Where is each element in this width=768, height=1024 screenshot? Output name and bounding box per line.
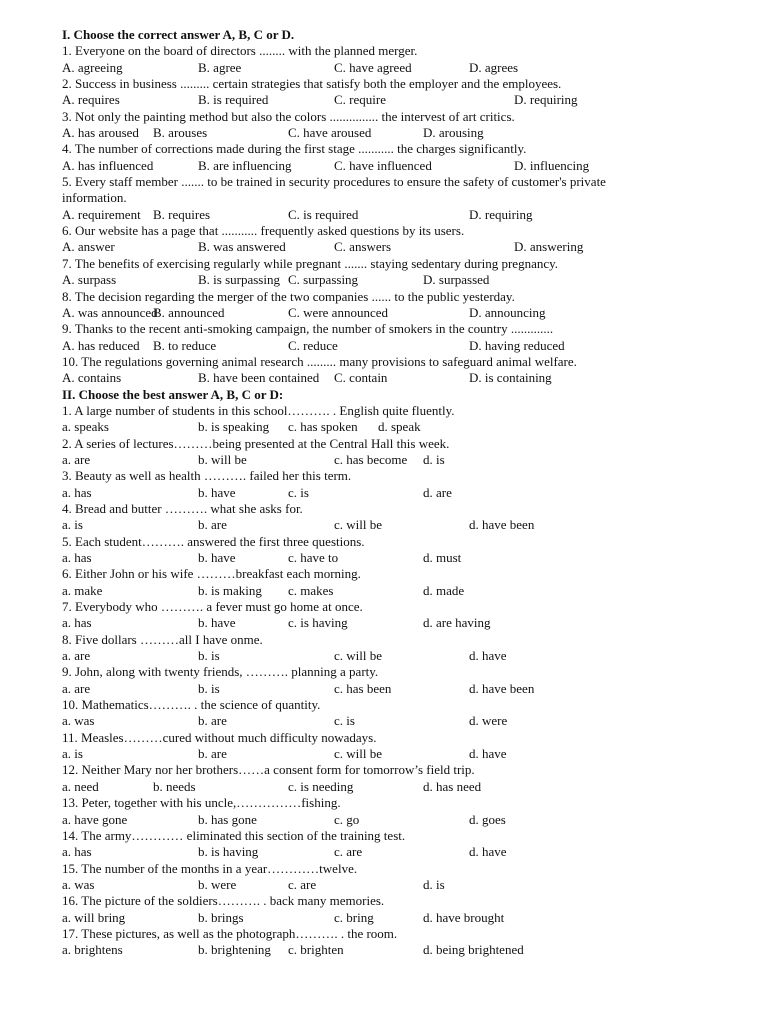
answer-options-row bbox=[62, 713, 752, 729]
option-c: c. is having bbox=[288, 615, 348, 631]
question-text: 13. Peter, together with his uncle,……………fishing. bbox=[62, 795, 341, 811]
option-c: c. has been bbox=[334, 680, 392, 696]
option-b: B. is required bbox=[198, 92, 269, 108]
option-a: a. will bring bbox=[62, 909, 126, 925]
question-text: 6. Either John or his wife ………breakfast each morning. bbox=[62, 566, 361, 582]
option-d: d. being brightened bbox=[423, 942, 524, 958]
option-c: c. bring bbox=[334, 909, 374, 925]
question-text: 17. These pictures, as well as the photograph………. . the room. bbox=[62, 925, 398, 941]
option-c: c. are bbox=[288, 876, 317, 892]
option-d: d. have bbox=[469, 746, 507, 762]
option-d: d. were bbox=[469, 713, 508, 729]
option-a: a. brightens bbox=[62, 942, 123, 958]
option-c: C. have aroused bbox=[288, 125, 372, 141]
option-d: d. goes bbox=[469, 811, 506, 827]
option-b: b. brings bbox=[198, 909, 244, 925]
option-c: C. have influenced bbox=[334, 157, 432, 173]
question-text: 10. Mathematics………. . the science of quantity. bbox=[62, 697, 321, 713]
option-b: B. was answered bbox=[198, 239, 286, 255]
question-text: 8. Five dollars ………all I have onme. bbox=[62, 631, 263, 647]
option-c: C. require bbox=[334, 92, 386, 108]
option-b: B. agree bbox=[198, 59, 242, 75]
option-d: D. requiring bbox=[514, 92, 578, 108]
option-b: B. is surpassing bbox=[198, 272, 280, 288]
option-d: d. must bbox=[423, 550, 462, 565]
option-a: A. agreeing bbox=[62, 59, 123, 75]
option-d: d. is bbox=[423, 876, 445, 892]
answer-options-row bbox=[62, 305, 752, 321]
option-d: d. are bbox=[423, 484, 452, 500]
option-b: b. is bbox=[198, 648, 220, 664]
answer-options-row bbox=[62, 60, 752, 76]
option-b: B. announced bbox=[153, 304, 225, 320]
question-text: 2. Success in business ......... certain strategies that satisfy both the employer and the employees. bbox=[62, 76, 562, 92]
option-c: c. will be bbox=[334, 648, 383, 664]
answer-options-row bbox=[62, 746, 752, 762]
option-d: D. influencing bbox=[514, 157, 590, 173]
option-d: D. surpassed bbox=[423, 272, 490, 288]
option-b: b. will be bbox=[198, 451, 247, 467]
option-c: c. are bbox=[334, 844, 363, 860]
answer-options-row bbox=[62, 615, 752, 631]
option-c: c. brighten bbox=[288, 942, 344, 958]
option-a: A. has reduced bbox=[62, 337, 140, 353]
answer-options-row bbox=[62, 452, 752, 468]
option-a: a. has bbox=[62, 484, 92, 500]
option-a: a. are bbox=[62, 680, 91, 696]
answer-options-row bbox=[62, 877, 752, 893]
option-b: B. to reduce bbox=[153, 337, 217, 353]
option-b: b. have bbox=[198, 615, 236, 631]
option-c: C. answers bbox=[334, 239, 392, 255]
option-a: A. answer bbox=[62, 239, 115, 255]
option-d: d. are having bbox=[423, 615, 491, 631]
option-d: d. have bbox=[469, 844, 507, 860]
option-a: a. is bbox=[62, 517, 83, 533]
question-text: 9. Thanks to the recent anti-smoking campaign, the number of smokers in the country ............. bbox=[62, 321, 554, 337]
option-d: d. speak bbox=[378, 419, 421, 435]
answer-options-row bbox=[62, 485, 752, 501]
question-text: 2. A series of lectures………being presented at the Central Hall this week. bbox=[62, 435, 450, 451]
option-b: b. is bbox=[198, 680, 220, 696]
option-c: C. were announced bbox=[288, 304, 388, 320]
question-text: 8. The decision regarding the merger of the two companies ...... to the public yesterday. bbox=[62, 288, 515, 304]
question-text: 1. A large number of students in this school………. . English quite fluently. bbox=[62, 402, 455, 418]
option-b: b. are bbox=[198, 517, 227, 533]
answer-options-row bbox=[62, 125, 752, 141]
option-c: C. reduce bbox=[288, 337, 338, 353]
question-text: 5. Each student………. answered the first three questions. bbox=[62, 533, 365, 549]
option-b: b. have bbox=[198, 550, 236, 565]
option-c: c. is bbox=[288, 484, 309, 500]
option-c: c. makes bbox=[288, 582, 334, 598]
option-a: a. speaks bbox=[62, 419, 109, 435]
option-c: c. go bbox=[334, 811, 360, 827]
option-b: b. needs bbox=[153, 778, 196, 794]
question-text: 4. Bread and butter ………. what she asks for. bbox=[62, 500, 303, 516]
option-b: b. have bbox=[198, 484, 236, 500]
question-text: 15. The number of the months in a year…………twelve. bbox=[62, 860, 358, 876]
option-c: c. will be bbox=[334, 517, 383, 533]
question-text: information. bbox=[62, 190, 127, 206]
option-a: a. was bbox=[62, 876, 95, 892]
answer-options-row bbox=[62, 550, 752, 566]
question-text: 3. Not only the painting method but also the colors ............... the intervest of art critics. bbox=[62, 108, 515, 124]
option-d: d. have been bbox=[469, 680, 535, 696]
answer-options-row bbox=[62, 583, 752, 599]
option-a: A. requires bbox=[62, 92, 120, 108]
answer-options-row bbox=[62, 517, 752, 533]
option-a: a. need bbox=[62, 778, 99, 794]
question-text: 4. The number of corrections made during the first stage ........... the charges significantly. bbox=[62, 141, 527, 157]
option-a: A. requirement bbox=[62, 206, 141, 222]
option-b: b. are bbox=[198, 713, 227, 729]
option-b: b. has gone bbox=[198, 811, 257, 827]
option-a: a. was bbox=[62, 713, 95, 729]
worksheet bbox=[62, 27, 752, 959]
answer-options-row bbox=[62, 370, 752, 386]
option-a: A. contains bbox=[62, 370, 122, 386]
question-text: 12. Neither Mary nor her brothers……a consent form for tomorrow’s field trip. bbox=[62, 762, 475, 778]
option-d: D. requiring bbox=[469, 206, 533, 222]
option-d: d. have bbox=[469, 648, 507, 664]
option-d: D. arousing bbox=[423, 125, 484, 141]
option-a: A. has influenced bbox=[62, 157, 154, 173]
option-c: C. is required bbox=[288, 206, 359, 222]
option-b: b. are bbox=[198, 746, 227, 762]
answer-options-row bbox=[62, 207, 752, 223]
answer-options-row bbox=[62, 942, 752, 958]
option-a: a. make bbox=[62, 582, 103, 598]
option-a: A. was announced bbox=[62, 304, 158, 320]
option-c: c. have to bbox=[288, 550, 339, 565]
option-b: b. were bbox=[198, 876, 237, 892]
question-text: 14. The army………… eliminated this section of the training test. bbox=[62, 827, 406, 843]
option-b: B. have been contained bbox=[198, 370, 320, 386]
question-text: 3. Beauty as well as health ………. failed her this term. bbox=[62, 468, 352, 484]
option-c: c. is bbox=[334, 713, 355, 729]
answer-options-row bbox=[62, 239, 752, 255]
answer-options-row bbox=[62, 158, 752, 174]
option-c: c. will be bbox=[334, 746, 383, 762]
answer-options-row bbox=[62, 338, 752, 354]
section2-heading: II. Choose the best answer A, B, C or D: bbox=[62, 386, 284, 402]
answer-options-row bbox=[62, 272, 752, 288]
option-b: b. is speaking bbox=[198, 419, 270, 435]
option-b: B. arouses bbox=[153, 125, 208, 141]
option-b: B. are influencing bbox=[198, 157, 292, 173]
option-d: d. have been bbox=[469, 517, 535, 533]
option-a: a. has bbox=[62, 615, 92, 631]
question-text: 1. Everyone on the board of directors ........ with the planned merger. bbox=[62, 43, 418, 59]
answer-options-row bbox=[62, 779, 752, 795]
answer-options-row bbox=[62, 844, 752, 860]
option-a: a. are bbox=[62, 648, 91, 664]
answer-options-row bbox=[62, 92, 752, 108]
option-a: a. are bbox=[62, 451, 91, 467]
option-d: D. announcing bbox=[469, 304, 546, 320]
option-a: a. has bbox=[62, 550, 92, 565]
question-text: 16. The picture of the soldiers………. . back many memories. bbox=[62, 893, 385, 909]
answer-options-row bbox=[62, 681, 752, 697]
question-text: 7. The benefits of exercising regularly while pregnant ....... staying sedentary during pregnancy. bbox=[62, 255, 559, 271]
answer-options-row bbox=[62, 812, 752, 828]
option-d: d. made bbox=[423, 582, 465, 598]
option-a: a. have gone bbox=[62, 811, 128, 827]
option-d: d. has need bbox=[423, 778, 482, 794]
option-d: D. is containing bbox=[469, 370, 552, 386]
option-c: C. have agreed bbox=[334, 59, 412, 75]
option-c: c. is needing bbox=[288, 778, 354, 794]
option-c: c. has spoken bbox=[288, 419, 358, 435]
option-b: b. brightening bbox=[198, 942, 271, 958]
option-b: B. requires bbox=[153, 206, 211, 222]
section1-heading: I. Choose the correct answer A, B, C or D. bbox=[62, 27, 295, 42]
option-d: D. agrees bbox=[469, 59, 519, 75]
option-a: A. surpass bbox=[62, 272, 117, 288]
question-text: 5. Every staff member ....... to be trained in security procedures to ensure the safety of customer's private bbox=[62, 174, 606, 190]
option-d: D. having reduced bbox=[469, 337, 565, 353]
option-c: C. surpassing bbox=[288, 272, 359, 288]
option-a: A. has aroused bbox=[62, 125, 139, 141]
question-text: 11. Measles………cured without much difficulty nowadays. bbox=[62, 729, 377, 745]
option-d: D. answering bbox=[514, 239, 584, 255]
question-text: 6. Our website has a page that ........... frequently asked questions by its users. bbox=[62, 223, 465, 239]
option-a: a. has bbox=[62, 844, 92, 860]
question-text: 9. John, along with twenty friends, ………. planning a party. bbox=[62, 664, 379, 680]
option-c: c. has become bbox=[334, 451, 408, 467]
answer-options-row bbox=[62, 910, 752, 926]
question-text: 7. Everybody who ………. a fever must go home at once. bbox=[62, 599, 363, 615]
option-c: C. contain bbox=[334, 370, 388, 386]
option-b: b. is making bbox=[198, 582, 262, 598]
option-d: d. have brought bbox=[423, 909, 505, 925]
answer-options-row bbox=[62, 419, 752, 435]
option-d: d. is bbox=[423, 451, 445, 467]
answer-options-row bbox=[62, 648, 752, 664]
option-a: a. is bbox=[62, 746, 83, 762]
option-b: b. is having bbox=[198, 844, 259, 860]
question-text: 10. The regulations governing animal research ......... many provisions to safeguard animal welfare. bbox=[62, 353, 577, 369]
